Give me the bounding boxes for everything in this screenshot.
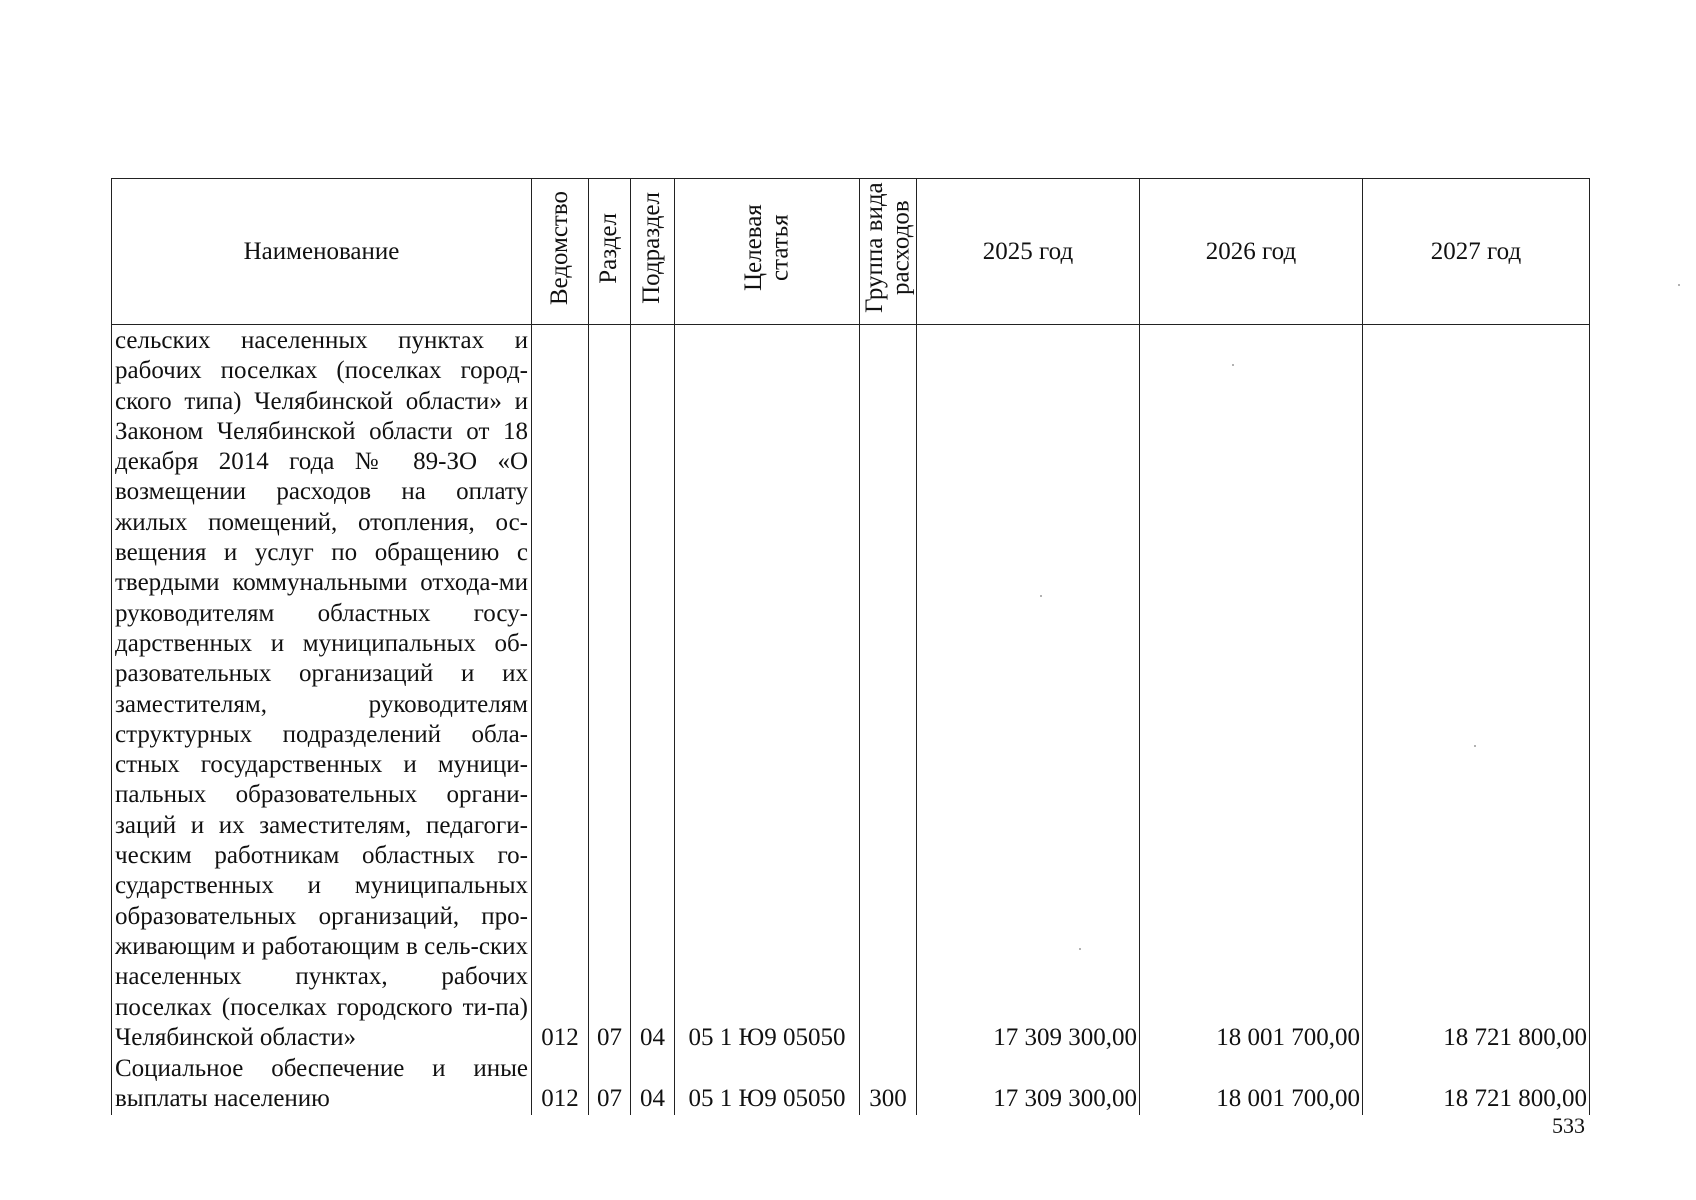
row-2025: 17 309 300,00 xyxy=(917,325,1140,1054)
row-name-cell: Социальное обеспечение и иные выплаты населению xyxy=(112,1053,532,1115)
header-expense-group: Группа вида расходов xyxy=(860,179,917,325)
row-subsection: 04 xyxy=(631,325,675,1054)
header-department: Ведомство xyxy=(532,179,589,325)
budget-table xyxy=(111,178,1590,1115)
header-name: Наименование xyxy=(112,179,532,325)
row-section: 07 xyxy=(589,325,631,1054)
row-2025: 17 309 300,00 xyxy=(917,1053,1140,1115)
scan-speck xyxy=(1232,364,1234,366)
row-expense-group xyxy=(860,325,917,1054)
row-section: 07 xyxy=(589,1053,631,1115)
row-target-article: 05 1 Ю9 05050 xyxy=(675,1053,860,1115)
row-name-cell: сельских населенных пунктах и рабочих поселках (поселках город-ского типа) Челябинской области» и Законом Челябинской области от 18 декабря 2014 года № 89-ЗО «О возмещении расходов на оплату жилых помещений, отопления, ос-вещения и услуг по обращению с твердыми коммунальными отхода-ми руководителям областных госу-дарственных и муниципальных об-разовательных организаций и их заместителям, руководителям структурных подразделений обла-стных государственных и муници-пальных образовательных органи-заций и их заместителям, педагоги-ческим работникам областных го-сударственных и муниципальных образовательных организаций, про-живающим и работающим в сель-ских населенных пунктах, рабочих поселках (поселках городского ти-па) Челябинской области» xyxy=(112,325,532,1054)
scan-speck xyxy=(1474,745,1476,747)
row-subsection: 04 xyxy=(631,1053,675,1115)
table-row xyxy=(112,1053,1590,1115)
row-expense-group: 300 xyxy=(860,1053,917,1115)
row-2026: 18 001 700,00 xyxy=(1140,1053,1363,1115)
scan-speck xyxy=(1678,284,1680,286)
row-2026: 18 001 700,00 xyxy=(1140,325,1363,1054)
row-2027: 18 721 800,00 xyxy=(1363,325,1590,1054)
scan-speck xyxy=(1040,595,1042,597)
header-target-article: Целевая статья xyxy=(675,179,860,325)
scan-speck xyxy=(1079,948,1081,950)
header-2026: 2026 год xyxy=(1140,179,1363,325)
row-department: 012 xyxy=(532,325,589,1054)
header-2025: 2025 год xyxy=(917,179,1140,325)
header-section: Раздел xyxy=(589,179,631,325)
row-2027: 18 721 800,00 xyxy=(1363,1053,1590,1115)
row-department: 012 xyxy=(532,1053,589,1115)
table-header-row xyxy=(112,179,1590,325)
header-2027: 2027 год xyxy=(1363,179,1590,325)
table-row xyxy=(112,325,1590,1054)
page-number: 533 xyxy=(1552,1113,1585,1138)
header-subsection: Подраздел xyxy=(631,179,675,325)
row-target-article: 05 1 Ю9 05050 xyxy=(675,325,860,1054)
